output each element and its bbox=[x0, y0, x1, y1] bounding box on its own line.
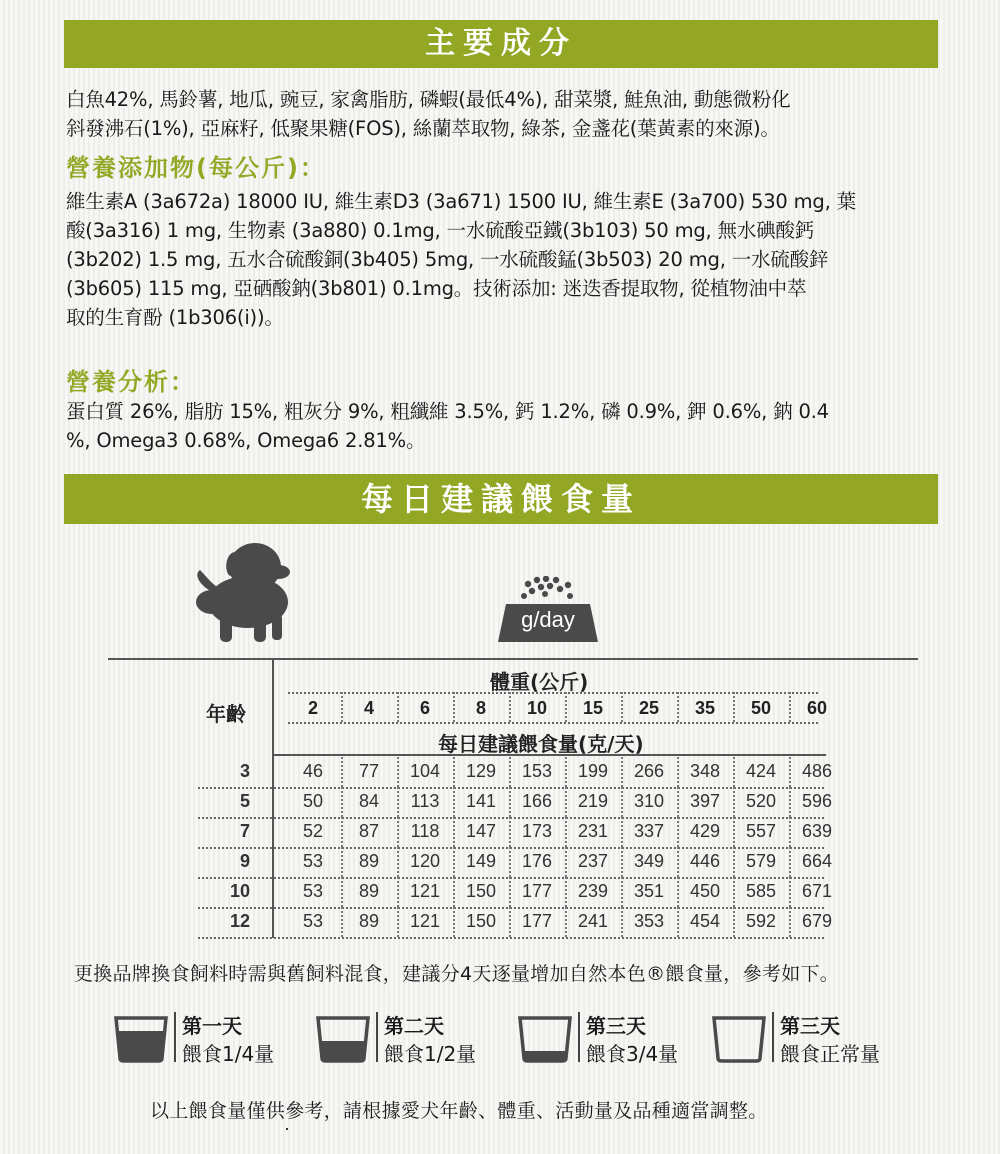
age-header: 年齡 bbox=[206, 702, 246, 726]
age-cell: 3 bbox=[239, 761, 250, 781]
column-separator bbox=[733, 877, 735, 907]
column-separator bbox=[733, 847, 735, 877]
column-separator bbox=[789, 877, 791, 907]
age-cell: 9 bbox=[239, 851, 250, 871]
column-separator bbox=[621, 907, 623, 937]
amount-cell: 349 bbox=[633, 851, 665, 871]
amount-cell: 310 bbox=[633, 791, 665, 811]
column-separator bbox=[397, 817, 399, 847]
column-separator bbox=[509, 847, 511, 877]
column-separator bbox=[789, 817, 791, 847]
amount-cell: 121 bbox=[409, 881, 441, 901]
weight-separator bbox=[677, 692, 679, 722]
additives-heading: 營養添加物(每公斤)： bbox=[66, 154, 326, 182]
column-separator bbox=[789, 847, 791, 877]
column-separator bbox=[341, 787, 343, 817]
amount-cell: 450 bbox=[689, 881, 721, 901]
row-rule bbox=[198, 907, 824, 909]
age-cell: 10 bbox=[229, 881, 250, 901]
column-separator bbox=[509, 907, 511, 937]
column-separator bbox=[453, 817, 455, 847]
column-separator bbox=[397, 847, 399, 877]
column-separator bbox=[677, 877, 679, 907]
amount-cell: 118 bbox=[410, 821, 440, 841]
disclaimer: 以上餵食量僅供參考，請根據愛犬年齡、體重、活動量及品種適當調整。 bbox=[150, 1100, 768, 1122]
column-separator bbox=[677, 817, 679, 847]
amount-cell: 231 bbox=[577, 821, 609, 841]
column-separator bbox=[453, 787, 455, 817]
step-title: 第三天 bbox=[780, 1014, 840, 1038]
weight-header: 體重(公斤) bbox=[490, 670, 589, 694]
amount-cell: 46 bbox=[302, 761, 324, 781]
additives-line: (3b605) 115 mg, 亞硒酸鈉(3b801) 0.1mg。技術添加: 迷迭香提取物, 從植物油中萃 bbox=[66, 277, 807, 300]
row-rule bbox=[198, 787, 824, 789]
ingredients-line: 白魚42%, 馬鈴薯, 地瓜, 豌豆, 家禽脂肪, 磷蝦(最低4%), 甜菜漿, 鮭魚油, 動態微粉化 bbox=[66, 88, 791, 111]
amount-cell: 53 bbox=[302, 911, 324, 931]
column-separator bbox=[341, 757, 343, 787]
ingredients-banner: 主要成分 bbox=[64, 20, 938, 68]
amount-cell: 237 bbox=[577, 851, 609, 871]
weight-separator bbox=[509, 692, 511, 722]
table-top-rule bbox=[108, 658, 918, 660]
weight-cell: 50 bbox=[750, 698, 772, 718]
amount-cell: 429 bbox=[689, 821, 721, 841]
amount-cell: 89 bbox=[358, 881, 380, 901]
analysis-line: %, Omega3 0.68%, Omega6 2.81%。 bbox=[66, 429, 426, 452]
feeding-cup-icon bbox=[314, 1014, 372, 1064]
weight-cell: 15 bbox=[582, 698, 604, 718]
column-separator bbox=[453, 907, 455, 937]
step-description: 餵食3/4量 bbox=[586, 1042, 679, 1066]
weight-separator bbox=[621, 692, 623, 722]
age-cell: 5 bbox=[239, 791, 250, 811]
amount-rule bbox=[274, 754, 826, 756]
amount-cell: 53 bbox=[302, 881, 324, 901]
amount-cell: 77 bbox=[358, 761, 380, 781]
weight-cell: 60 bbox=[806, 698, 828, 718]
column-separator bbox=[677, 757, 679, 787]
amount-cell: 177 bbox=[521, 881, 553, 901]
step-description: 餵食正常量 bbox=[780, 1042, 880, 1066]
amount-cell: 52 bbox=[302, 821, 324, 841]
amount-cell: 113 bbox=[410, 791, 440, 811]
amount-cell: 104 bbox=[409, 761, 441, 781]
ingredients-text bbox=[66, 85, 940, 143]
amount-cell: 337 bbox=[633, 821, 665, 841]
age-cell: 7 bbox=[239, 821, 250, 841]
amount-cell: 520 bbox=[745, 791, 777, 811]
column-separator bbox=[733, 817, 735, 847]
feeding-cup-icon bbox=[516, 1014, 574, 1064]
column-separator bbox=[621, 757, 623, 787]
amount-cell: 454 bbox=[689, 911, 721, 931]
amount-cell: 199 bbox=[577, 761, 609, 781]
amount-cell: 87 bbox=[358, 821, 380, 841]
amount-cell: 585 bbox=[745, 881, 777, 901]
column-separator bbox=[397, 877, 399, 907]
amount-cell: 579 bbox=[745, 851, 777, 871]
weight-row-top-rule bbox=[288, 692, 818, 694]
amount-cell: 592 bbox=[745, 911, 777, 931]
age-cell: 12 bbox=[229, 911, 250, 931]
column-separator bbox=[677, 847, 679, 877]
column-separator bbox=[565, 817, 567, 847]
amount-cell: 89 bbox=[358, 851, 380, 871]
dot-mark bbox=[286, 1128, 288, 1130]
column-separator bbox=[789, 907, 791, 937]
column-separator bbox=[341, 817, 343, 847]
column-separator bbox=[509, 757, 511, 787]
column-separator bbox=[565, 787, 567, 817]
column-separator bbox=[509, 787, 511, 817]
column-separator bbox=[565, 847, 567, 877]
weight-cell: 35 bbox=[694, 698, 716, 718]
column-separator bbox=[397, 787, 399, 817]
weight-separator bbox=[789, 692, 791, 722]
amount-cell: 671 bbox=[801, 881, 833, 901]
amount-cell: 219 bbox=[577, 791, 609, 811]
step-divider bbox=[174, 1012, 176, 1062]
bowl-label: g/day bbox=[521, 607, 575, 632]
weight-separator bbox=[453, 692, 455, 722]
step-title: 第一天 bbox=[182, 1014, 242, 1038]
amount-cell: 353 bbox=[633, 911, 665, 931]
column-separator bbox=[621, 787, 623, 817]
weight-separator bbox=[733, 692, 735, 722]
amount-cell: 177 bbox=[521, 911, 553, 931]
amount-cell: 266 bbox=[633, 761, 665, 781]
weight-separator bbox=[397, 692, 399, 722]
amount-cell: 141 bbox=[465, 791, 497, 811]
weight-cell: 6 bbox=[419, 698, 430, 718]
amount-cell: 150 bbox=[465, 881, 497, 901]
ingredients-line: 斜發沸石(1%), 亞麻籽, 低聚果糖(FOS), 絲蘭萃取物, 綠茶, 金盞花(葉黃素的來源)。 bbox=[66, 117, 780, 140]
feeding-cup-icon bbox=[112, 1014, 170, 1064]
amount-cell: 486 bbox=[801, 761, 833, 781]
weight-cell: 4 bbox=[363, 698, 374, 718]
column-separator bbox=[789, 787, 791, 817]
column-separator bbox=[621, 877, 623, 907]
column-separator bbox=[453, 757, 455, 787]
column-separator bbox=[677, 907, 679, 937]
weight-cell: 8 bbox=[475, 698, 486, 718]
feeding-banner: 每日建議餵食量 bbox=[64, 474, 938, 524]
amount-cell: 89 bbox=[358, 911, 380, 931]
amount-cell: 84 bbox=[358, 791, 380, 811]
weight-cell: 2 bbox=[307, 698, 318, 718]
column-separator bbox=[341, 877, 343, 907]
dog-icon bbox=[190, 540, 300, 645]
amount-cell: 446 bbox=[689, 851, 721, 871]
column-separator bbox=[789, 757, 791, 787]
feeding-cup-icon bbox=[710, 1014, 768, 1064]
column-separator bbox=[509, 817, 511, 847]
column-separator bbox=[733, 757, 735, 787]
amount-cell: 557 bbox=[745, 821, 777, 841]
transition-step bbox=[314, 1010, 514, 1070]
amount-cell: 120 bbox=[409, 851, 441, 871]
amount-cell: 424 bbox=[745, 761, 777, 781]
column-separator bbox=[453, 847, 455, 877]
amount-cell: 149 bbox=[465, 851, 497, 871]
feeding-table bbox=[108, 658, 918, 938]
amount-cell: 397 bbox=[689, 791, 721, 811]
amount-cell: 166 bbox=[521, 791, 553, 811]
additives-text bbox=[66, 187, 940, 332]
step-title: 第二天 bbox=[384, 1014, 444, 1038]
step-divider bbox=[772, 1012, 774, 1062]
column-separator bbox=[565, 877, 567, 907]
column-separator bbox=[397, 757, 399, 787]
step-divider bbox=[376, 1012, 378, 1062]
amount-cell: 348 bbox=[689, 761, 721, 781]
column-separator bbox=[621, 847, 623, 877]
amount-cell: 596 bbox=[801, 791, 833, 811]
column-separator bbox=[565, 757, 567, 787]
column-separator bbox=[733, 907, 735, 937]
transition-step bbox=[112, 1010, 312, 1070]
amount-cell: 351 bbox=[633, 881, 665, 901]
amount-cell: 121 bbox=[409, 911, 441, 931]
analysis-text bbox=[66, 397, 940, 455]
column-separator bbox=[341, 847, 343, 877]
step-title: 第三天 bbox=[586, 1014, 646, 1038]
row-rule bbox=[198, 937, 824, 939]
amount-cell: 50 bbox=[302, 791, 324, 811]
step-divider bbox=[578, 1012, 580, 1062]
amount-cell: 639 bbox=[801, 821, 833, 841]
column-separator bbox=[397, 907, 399, 937]
column-separator bbox=[733, 787, 735, 817]
cup-outline bbox=[714, 1018, 764, 1061]
amount-cell: 150 bbox=[465, 911, 497, 931]
amount-cell: 147 bbox=[465, 821, 497, 841]
transition-step bbox=[516, 1010, 716, 1070]
amount-header: 每日建議餵食量(克/天) bbox=[438, 732, 644, 756]
column-separator bbox=[509, 877, 511, 907]
additives-line: 取的生育酚 (1b306(i))。 bbox=[66, 306, 284, 329]
amount-cell: 241 bbox=[577, 911, 609, 931]
amount-cell: 53 bbox=[302, 851, 324, 871]
weight-cell: 10 bbox=[526, 698, 548, 718]
weight-separator bbox=[341, 692, 343, 722]
step-description: 餵食1/4量 bbox=[182, 1042, 275, 1066]
transition-step bbox=[710, 1010, 910, 1070]
column-separator bbox=[565, 907, 567, 937]
amount-cell: 176 bbox=[521, 851, 553, 871]
weight-separator bbox=[565, 692, 567, 722]
step-description: 餵食1/2量 bbox=[384, 1042, 477, 1066]
row-rule bbox=[198, 847, 824, 849]
column-separator bbox=[621, 817, 623, 847]
weight-row-bottom-rule bbox=[288, 722, 818, 724]
age-column-divider bbox=[272, 658, 274, 938]
weight-cell: 25 bbox=[638, 698, 660, 718]
amount-cell: 239 bbox=[577, 881, 609, 901]
transition-note: 更換品牌換食飼料時需與舊飼料混食，建議分4天逐量增加自然本色®餵食量，參考如下。 bbox=[74, 963, 840, 985]
column-separator bbox=[677, 787, 679, 817]
additives-line: 酸(3a316) 1 mg, 生物素 (3a880) 0.1mg, 一水硫酸亞鐵(3b103) 50 mg, 無水碘酸鈣 bbox=[66, 219, 815, 242]
column-separator bbox=[341, 907, 343, 937]
amount-cell: 173 bbox=[521, 821, 553, 841]
additives-line: (3b202) 1.5 mg, 五水合硫酸銅(3b405) 5mg, 一水硫酸錳(3b503) 20 mg, 一水硫酸鋅 bbox=[66, 248, 829, 271]
amount-cell: 153 bbox=[521, 761, 553, 781]
amount-cell: 129 bbox=[465, 761, 497, 781]
analysis-heading: 營養分析： bbox=[66, 368, 196, 396]
column-separator bbox=[453, 877, 455, 907]
analysis-line: 蛋白質 26%, 脂肪 15%, 粗灰分 9%, 粗纖維 3.5%, 鈣 1.2%, 磷 0.9%, 鉀 0.6%, 鈉 0.4 bbox=[66, 400, 829, 423]
row-rule bbox=[198, 877, 824, 879]
amount-cell: 679 bbox=[801, 911, 833, 931]
additives-line: 維生素A (3a672a) 18000 IU, 維生素D3 (3a671) 1500 IU, 維生素E (3a700) 530 mg, 葉 bbox=[66, 190, 856, 213]
row-rule bbox=[198, 817, 824, 819]
amount-cell: 664 bbox=[801, 851, 833, 871]
